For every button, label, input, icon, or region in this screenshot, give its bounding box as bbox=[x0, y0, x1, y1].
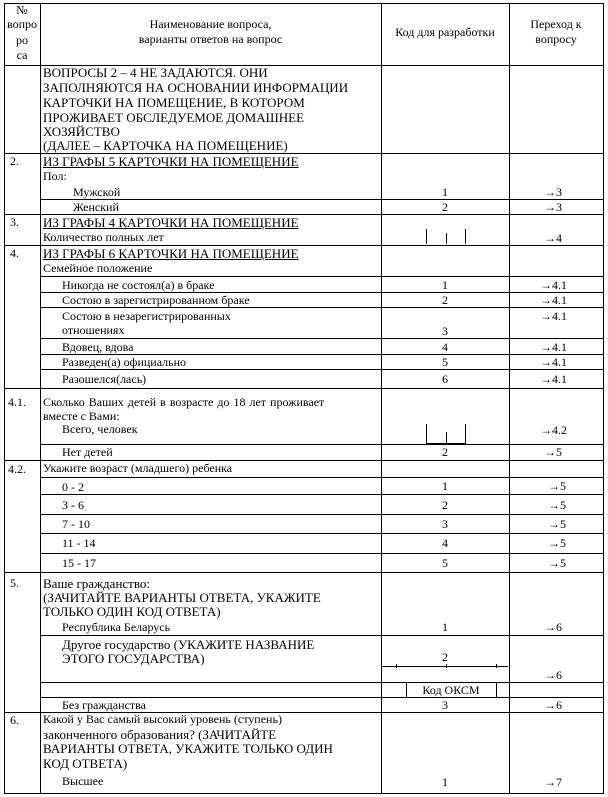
q42-option-2: 3 - 6 bbox=[62, 498, 84, 512]
q4-source: ИЗ ГРАФЫ 6 КАРТОЧКИ НА ПОМЕЩЕНИЕ bbox=[43, 246, 299, 261]
q5-option-belarus-code: 1 bbox=[442, 620, 448, 634]
q6-title-line3: ВАРИАНТЫ ОТВЕТА, УКАЖИТЕ ТОЛЬКО ОДИН bbox=[43, 741, 333, 756]
q42-bottom-line bbox=[4, 572, 604, 573]
q4-option-5-goto: →4.1 bbox=[540, 355, 567, 369]
table-border-top bbox=[4, 3, 604, 4]
table-border-left bbox=[4, 3, 5, 794]
q6-title-line2: законченного образования? (ЗАЧИТАЙТЕ bbox=[43, 727, 277, 742]
q41-option-total-goto: →4.2 bbox=[540, 423, 567, 437]
q5-option-belarus: Республика Беларусь bbox=[62, 620, 171, 634]
q4-option-1: Никогда не состоял(а) в браке bbox=[62, 278, 215, 292]
q5-option-belarus-goto: →6 bbox=[544, 620, 562, 634]
q41-digit-box-base bbox=[426, 443, 466, 444]
q42-option-1: 0 - 2 bbox=[62, 480, 84, 494]
q41-option-total: Всего, человек bbox=[62, 422, 138, 436]
q4-separator-1 bbox=[40, 276, 604, 277]
q5-option-other-goto: →6 bbox=[544, 668, 562, 682]
q2-separator bbox=[40, 199, 604, 200]
q4-option-4-code: 4 bbox=[442, 340, 448, 354]
q2-option-male: Мужской bbox=[73, 185, 121, 199]
q5-code-box-line bbox=[382, 666, 508, 667]
header-num-line1: № bbox=[16, 3, 28, 17]
q5-option-stateless: Без гражданства bbox=[62, 698, 146, 712]
q6-title-line4: КОД ОТВЕТА) bbox=[43, 756, 128, 771]
q3-digit-box-tick3 bbox=[465, 229, 466, 244]
q5-option-other: Другое государство (УКАЖИТЕ НАЗВАНИЕ bbox=[62, 637, 315, 652]
q5-instruction-line2: ТОЛЬКО ОДИН КОД ОТВЕТА) bbox=[43, 604, 221, 619]
table-border-right bbox=[603, 3, 604, 794]
q42-option-5: 15 - 17 bbox=[62, 556, 96, 570]
q2-number: 2. bbox=[10, 154, 19, 168]
table-border-bottom bbox=[4, 793, 604, 794]
q5-number: 5. bbox=[10, 576, 19, 590]
q6-option-higher-goto: →7 bbox=[544, 775, 562, 789]
q5-option-stateless-code: 3 bbox=[442, 698, 448, 712]
q42-option-4-code: 4 bbox=[442, 536, 448, 550]
q4-option-2-code: 2 bbox=[442, 293, 448, 307]
header-num-line3: ро bbox=[16, 33, 28, 47]
q41-option-none-goto: →5 bbox=[544, 445, 562, 459]
q41-title-line1: Сколько Ваших детей в возрасте до 18 лет проживает bbox=[43, 395, 325, 409]
q42-option-2-code: 2 bbox=[442, 498, 448, 512]
q4-number: 4. bbox=[10, 246, 19, 260]
q5-instruction-line1: (ЗАЧИТАЙТЕ ВАРИАНТЫ ОТВЕТА, УКАЖИТЕ bbox=[43, 590, 321, 605]
q2-option-male-code: 1 bbox=[442, 185, 448, 199]
q41-option-none: Нет детей bbox=[62, 445, 113, 459]
q6-title-line1: Какой у Вас самый высокий уровень (ступень) bbox=[43, 712, 282, 726]
q2-option-male-goto: →3 bbox=[544, 185, 562, 199]
q5-title: Ваше гражданство: bbox=[43, 576, 151, 591]
header-code: Код для разработки bbox=[395, 25, 495, 39]
q4-option-6: Разошелся(лась) bbox=[62, 372, 147, 386]
q42-separator-5 bbox=[40, 553, 604, 554]
q6-option-higher: Высшее bbox=[62, 774, 104, 788]
q42-separator-1 bbox=[40, 477, 604, 478]
q42-option-5-code: 5 bbox=[442, 556, 448, 570]
q4-option-3-goto: →4.1 bbox=[540, 309, 567, 323]
q41-digit-box-mid bbox=[446, 432, 447, 443]
table-border-col2 bbox=[381, 3, 382, 794]
q41-digit-box-right bbox=[465, 424, 466, 443]
q41-digit-box-left bbox=[426, 424, 427, 443]
q42-option-1-goto: →5 bbox=[548, 479, 566, 493]
q42-title: Укажите возраст (младшего) ребенка bbox=[43, 461, 233, 475]
q3-title: Количество полных лет bbox=[43, 230, 164, 244]
header-name-line1: Наименование вопроса, bbox=[149, 17, 272, 31]
q5-oksm-box-label: Код ОКСМ bbox=[422, 683, 480, 697]
q2-source: ИЗ ГРАФЫ 5 КАРТОЧКИ НА ПОМЕЩЕНИЕ bbox=[43, 154, 299, 169]
q4-separator-3 bbox=[40, 307, 604, 308]
table-border-col1 bbox=[40, 3, 41, 794]
q42-option-5-goto: →5 bbox=[548, 556, 566, 570]
q5-option-other-line2: ЭТОГО ГОСУДАРСТВА) bbox=[62, 651, 205, 666]
header-name-line2: варианты ответов на вопрос bbox=[138, 32, 283, 46]
intro-line5: ХОЗЯЙСТВО bbox=[43, 124, 120, 139]
q42-option-2-goto: →5 bbox=[548, 498, 566, 512]
q41-title-line2: вместе с Вами: bbox=[43, 409, 120, 423]
q41-separator bbox=[40, 444, 604, 445]
q42-separator-4 bbox=[40, 533, 604, 534]
q3-digit-box-tick2 bbox=[446, 233, 447, 244]
q42-option-3-goto: →5 bbox=[548, 517, 566, 531]
q4-option-1-code: 1 bbox=[442, 278, 448, 292]
q5-oksm-box-right bbox=[496, 682, 497, 697]
intro-line4: ПРОЖИВАЕТ ОБСЛЕДУЕМОЕ ДОМАШНЕЕ bbox=[43, 110, 305, 125]
q5-option-other-code: 2 bbox=[442, 650, 448, 664]
intro-line2: ЗАПОЛНЯЮТСЯ НА ОСНОВАНИИ ИНФОРМАЦИИ bbox=[43, 80, 349, 95]
q41-option-none-code: 2 bbox=[442, 445, 448, 459]
q4-option-2-goto: →4.1 bbox=[540, 293, 567, 307]
q42-option-4-goto: →5 bbox=[548, 536, 566, 550]
q41-number: 4.1. bbox=[8, 395, 26, 409]
q4-option-3: Состою в незарегистрированных bbox=[62, 309, 231, 323]
q4-option-1-goto: →4.1 bbox=[540, 278, 567, 292]
q4-option-2: Состою в зарегистрированном браке bbox=[62, 293, 250, 307]
q4-option-4-goto: →4.1 bbox=[540, 340, 567, 354]
q6-number: 6. bbox=[10, 713, 19, 727]
q4-option-6-code: 6 bbox=[442, 372, 448, 386]
q3-goto: →4 bbox=[544, 231, 562, 245]
q5-option-stateless-goto: →6 bbox=[544, 698, 562, 712]
q4-bottom-line bbox=[4, 388, 604, 389]
q4-option-4: Вдовец, вдова bbox=[62, 340, 134, 354]
q2-title: Пол: bbox=[43, 169, 67, 183]
q2-option-female: Женский bbox=[73, 200, 119, 214]
intro-line6: (ДАЛЕЕ – КАРТОЧКА НА ПОМЕЩЕНИЕ) bbox=[43, 138, 288, 153]
q4-option-5-code: 5 bbox=[442, 355, 448, 369]
q42-option-1-code: 1 bbox=[442, 479, 448, 493]
table-border-col3 bbox=[509, 3, 510, 794]
q4-option-5: Разведен(а) официально bbox=[62, 355, 187, 369]
header-goto-line2: вопросу bbox=[535, 32, 577, 46]
q3-number: 3. bbox=[10, 215, 19, 229]
intro-line1: ВОПРОСЫ 2 – 4 НЕ ЗАДАЮТСЯ. ОНИ bbox=[43, 65, 268, 80]
q4-separator-6 bbox=[40, 369, 604, 370]
q4-separator-4 bbox=[40, 338, 604, 339]
header-num-line2: вопро bbox=[6, 17, 37, 31]
q42-separator-2 bbox=[40, 494, 604, 495]
q42-option-3-code: 3 bbox=[442, 517, 448, 531]
header-goto-line1: Переход к bbox=[530, 17, 582, 31]
q2-option-female-code: 2 bbox=[442, 200, 448, 214]
q42-separator-3 bbox=[40, 514, 604, 515]
q42-option-4: 11 - 14 bbox=[62, 536, 96, 550]
q4-option-3-code: 3 bbox=[442, 324, 448, 338]
header-num-line4: са bbox=[16, 48, 28, 62]
q6-option-higher-code: 1 bbox=[442, 775, 448, 789]
q3-digit-box-tick1 bbox=[426, 229, 427, 244]
q4-option-6-goto: →4.1 bbox=[540, 372, 567, 386]
q2-option-female-goto: →3 bbox=[544, 200, 562, 214]
q4-option-3-line2: отношениях bbox=[62, 323, 125, 337]
q5-separator-2 bbox=[40, 682, 604, 683]
intro-line3: КАРТОЧКИ НА ПОМЕЩЕНИЕ, В КОТОРОМ bbox=[43, 95, 305, 110]
q42-option-3: 7 - 10 bbox=[62, 517, 90, 531]
q5-separator-1 bbox=[40, 635, 604, 636]
q4-title: Семейное положение bbox=[43, 261, 153, 275]
q42-number: 4.2. bbox=[8, 462, 26, 476]
q3-source: ИЗ ГРАФЫ 4 КАРТОЧКИ НА ПОМЕЩЕНИЕ bbox=[43, 215, 299, 230]
